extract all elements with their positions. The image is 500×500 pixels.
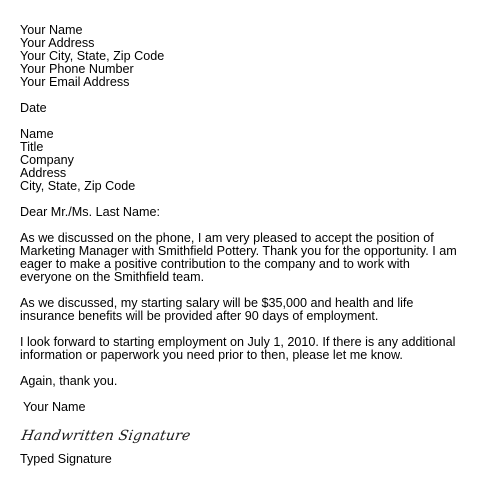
closing-name: Your Name — [23, 400, 86, 414]
body-paragraph-3 — [20, 336, 486, 362]
recipient-title: Title — [20, 140, 44, 154]
recipient-address-block — [20, 128, 486, 193]
paragraph-line: everyone on the Smithfield team. — [20, 270, 205, 284]
salutation-block — [20, 206, 486, 219]
closing-name-block — [20, 401, 486, 414]
letter-date: Date — [20, 101, 47, 115]
date-block — [20, 102, 486, 115]
paragraph-line: insurance benefits will be provided after 90 days of employment. — [20, 309, 379, 323]
body-paragraph-2 — [20, 297, 486, 323]
sender-city-state-zip: Your City, State, Zip Code — [20, 49, 165, 63]
sender-address: Your Address — [20, 36, 95, 50]
cover-letter — [20, 24, 486, 466]
body-paragraph-1 — [20, 232, 486, 284]
typed-signature-block — [20, 453, 486, 466]
recipient-company: Company — [20, 153, 74, 167]
closing-text: Again, thank you. — [20, 374, 118, 388]
sender-address-block — [20, 24, 486, 89]
sender-name: Your Name — [20, 23, 83, 37]
recipient-city-state-zip: City, State, Zip Code — [20, 179, 136, 193]
paragraph-line: I look forward to starting employment on July 1, 2010. If there is any additional — [20, 335, 456, 349]
salutation: Dear Mr./Ms. Last Name: — [20, 205, 160, 219]
paragraph-line: information or paperwork you need prior to then, please let me know. — [20, 348, 403, 362]
closing-block — [20, 375, 486, 388]
sender-phone: Your Phone Number — [20, 62, 134, 76]
sender-email: Your Email Address — [20, 75, 130, 89]
paragraph-line: As we discussed on the phone, I am very pleased to accept the position of — [20, 231, 434, 245]
paragraph-line: Marketing Manager with Smithfield Pottery. Thank you for the opportunity. I am — [20, 244, 457, 258]
paragraph-line: As we discussed, my starting salary will be $35,000 and health and life — [20, 296, 414, 310]
paragraph-line: eager to make a positive contribution to the company and to work with — [20, 257, 410, 271]
handwritten-signature: Handwritten Signature — [20, 428, 192, 444]
typed-signature: Typed Signature — [20, 452, 112, 466]
recipient-address: Address — [20, 166, 67, 180]
recipient-name: Name — [20, 127, 54, 141]
